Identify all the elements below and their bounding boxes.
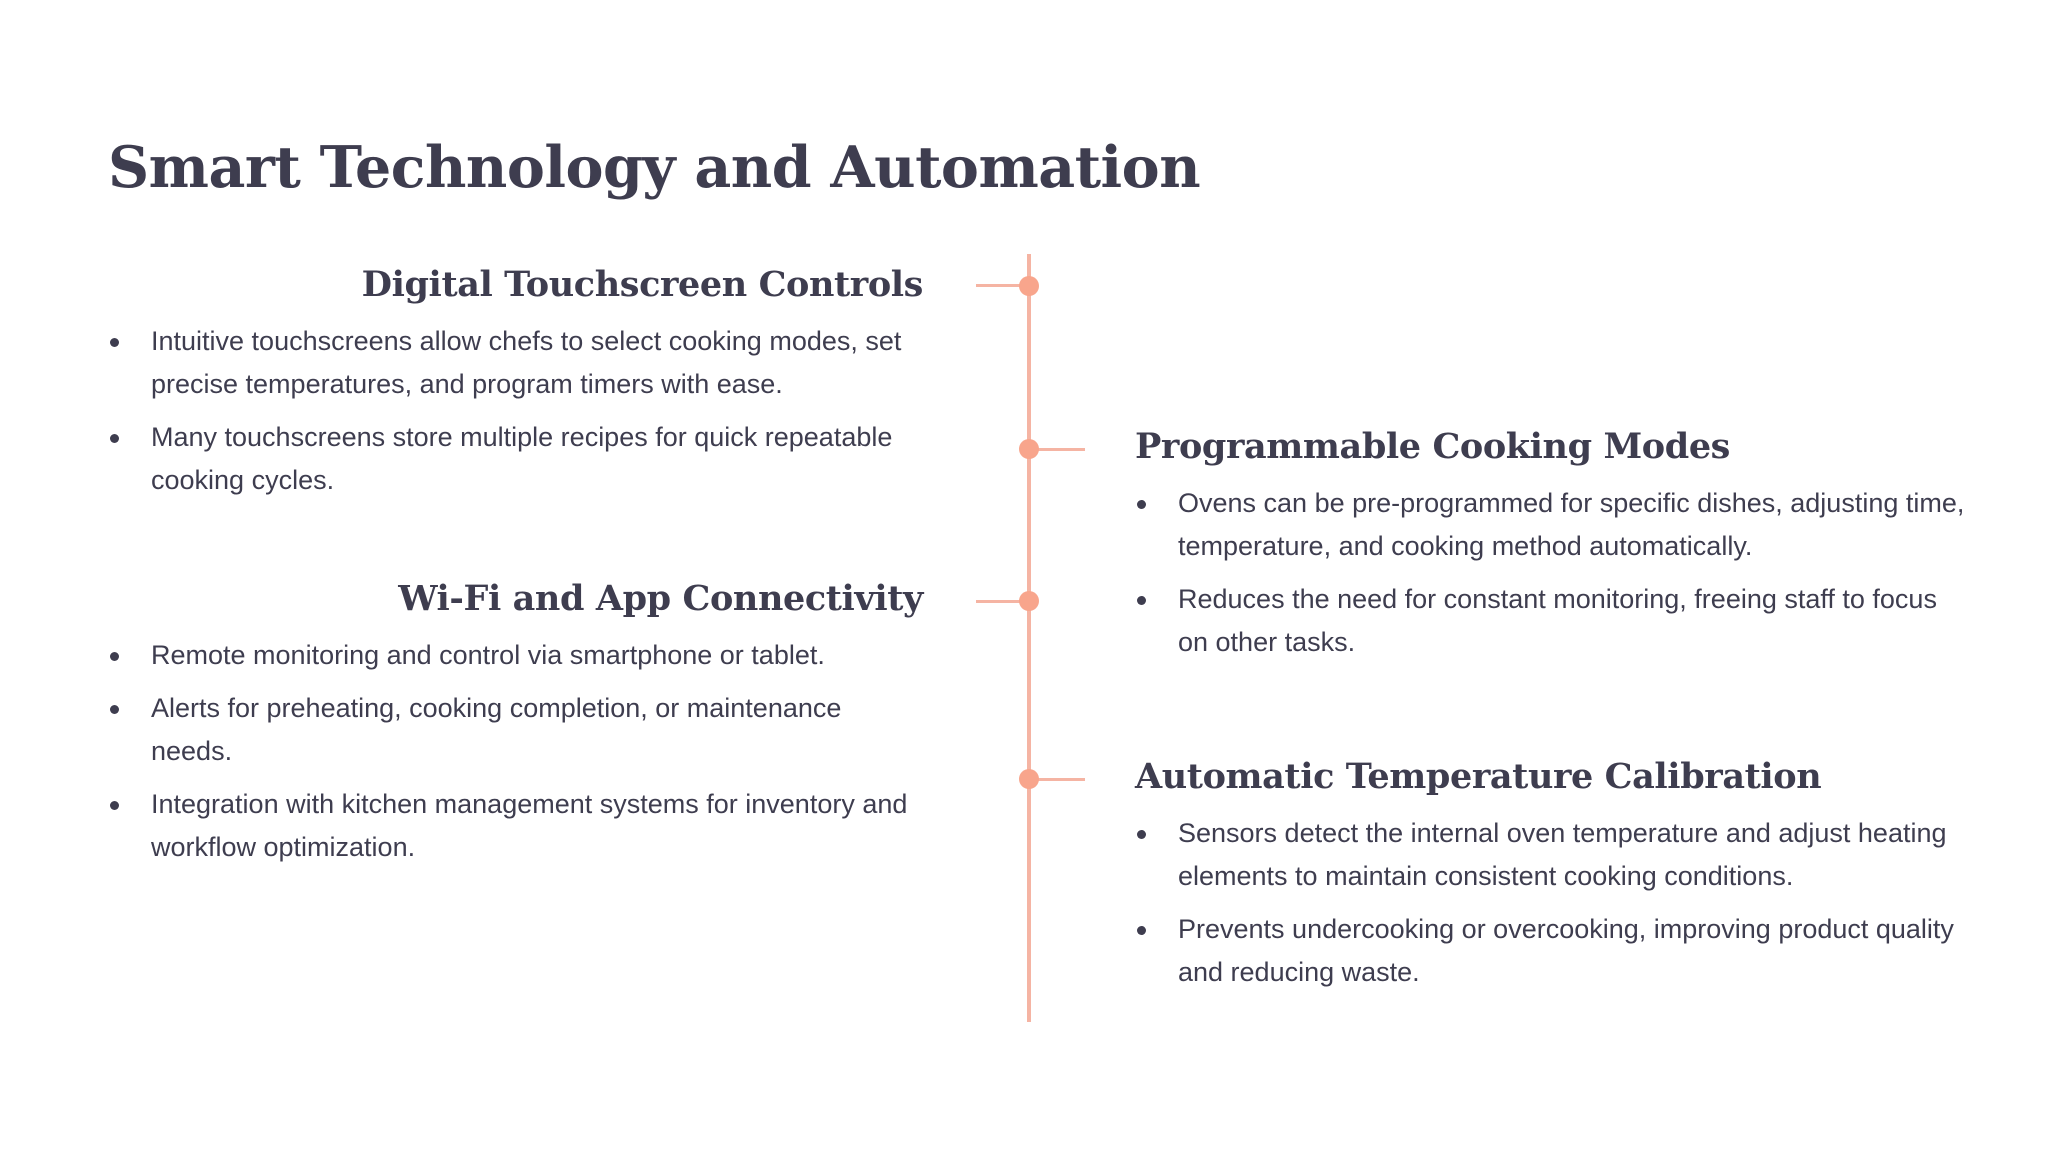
timeline-dot-3 [1019,591,1039,611]
section-temperature-calibration [1135,752,1965,1004]
bullet-dot [110,705,119,714]
timeline-dot-2 [1019,439,1039,459]
list-item-text: Many touchscreens store multiple recipes for quick repeatable cooking cycles. [151,422,893,495]
section-heading: Digital Touchscreen Controls [361,264,923,305]
bullet-dot [1137,926,1146,935]
list-item-text: Alerts for preheating, cooking completion, or maintenance needs. [151,693,842,766]
list-item [108,320,923,406]
bullet-dot [1137,596,1146,605]
list-item-text: Prevents undercooking or overcooking, improving product quality and reducing waste. [1178,914,1954,987]
list-item [108,634,923,677]
timeline-line [1027,254,1031,1022]
list-item [108,687,923,773]
timeline-dot-4 [1019,769,1039,789]
bullet-dot [110,801,119,810]
list-item-text: Reduces the need for constant monitoring, freeing staff to focus on other tasks. [1178,584,1937,657]
list-item [1135,812,1965,898]
bullet-list [108,320,923,502]
bullet-list [1135,812,1965,994]
bullet-dot [110,434,119,443]
section-heading: Automatic Temperature Calibration [1135,756,1822,797]
bullet-dot [110,338,119,347]
list-item [1135,482,1965,568]
list-item [1135,908,1965,994]
bullet-list [108,634,923,869]
bullet-dot [1137,500,1146,509]
list-item-text: Remote monitoring and control via smartphone or tablet. [151,640,825,670]
section-heading: Wi-Fi and App Connectivity [398,578,923,619]
page-title: Smart Technology and Automation [108,134,1201,201]
list-item-text: Ovens can be pre-programmed for specific dishes, adjusting time, temperature, and cooking method automatically. [1178,488,1965,561]
list-item [1135,578,1965,664]
list-item [108,416,923,502]
section-heading: Programmable Cooking Modes [1135,426,1730,467]
bullet-list [1135,482,1965,664]
timeline-dot-1 [1019,276,1039,296]
section-wifi-connectivity [108,574,923,879]
section-digital-touchscreen [108,260,923,512]
bullet-dot [1137,830,1146,839]
list-item [108,783,923,869]
list-item-text: Integration with kitchen management systems for inventory and workflow optimization. [151,789,908,862]
list-item-text: Intuitive touchscreens allow chefs to select cooking modes, set precise temperatures, and program timers with ease. [151,326,902,399]
list-item-text: Sensors detect the internal oven temperature and adjust heating elements to maintain consistent cooking conditions. [1178,818,1947,891]
bullet-dot [110,652,119,661]
section-programmable-modes [1135,422,1965,674]
